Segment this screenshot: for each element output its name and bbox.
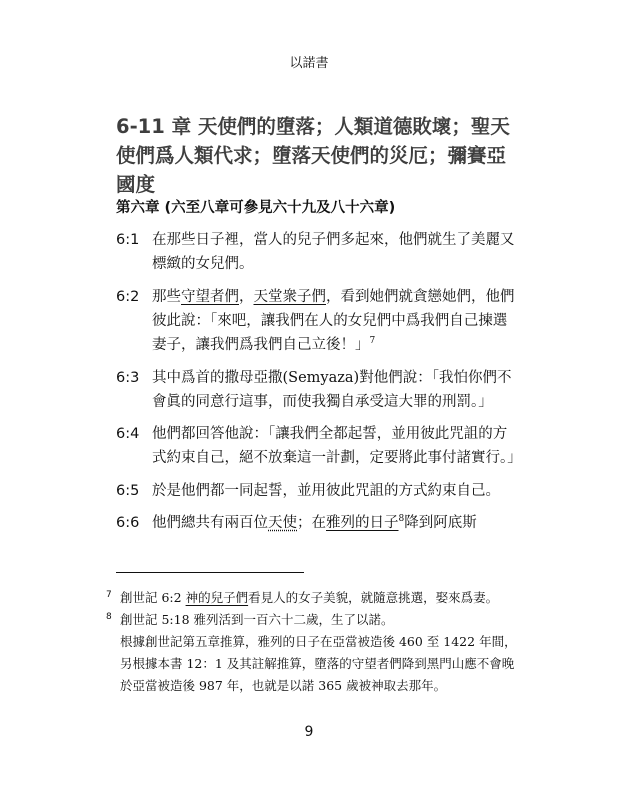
footnote-7: [106, 587, 521, 609]
verse-number: 6:2: [116, 289, 140, 305]
footnote-ref: 7: [369, 336, 376, 346]
footnote-text: 創世記 6:2 神的兒子們看見人的女子美貌，就隨意挑選，娶來爲妻。: [120, 590, 499, 605]
chapter-title: 6-11 章 天使們的墮落；人類道德敗壞；聖天使們爲人類代求；墮落天使們的災厄；彌賽亞國度: [116, 115, 510, 196]
underlined-term: 守望者們: [181, 289, 239, 305]
underlined-term: 天堂衆子們: [253, 289, 326, 305]
footnote-8: [106, 609, 521, 697]
underlined-term: 雅列的日子: [326, 515, 399, 531]
verse-text: 他們總共有兩百位天使；在雅列的日子$^8$降到阿底斯: [152, 514, 477, 531]
footnote-ref: 8: [398, 514, 405, 524]
verse-number: 6:4: [116, 426, 140, 442]
verse-number: 6:6: [116, 515, 140, 531]
underlined-term: 神的兒子們: [185, 590, 249, 605]
verse-6-1: [116, 228, 516, 276]
verse-6-3: [116, 366, 516, 414]
section-heading: 第六章 (六至八章可參見六十九及八十六章): [116, 200, 396, 216]
verse-number: 6:1: [116, 232, 140, 248]
dotted-underlined-term: 天使: [268, 515, 297, 531]
verse-number: 6:3: [116, 370, 140, 386]
footnote-number: 8: [106, 612, 112, 622]
verse-text: 那些守望者們，天堂衆子們，看到她們就貪戀她們，他們彼此說：「來吧，讓我們在人的女兒們中爲我們自己揀選妻子，讓我們爲我們自己立後！」$^7$: [152, 289, 515, 353]
page-number: 9: [304, 724, 314, 740]
verse-text: 於是他們都一同起誓，並用彼此咒詛的方式約束自己。: [152, 483, 500, 499]
verse-text: 他們都回答他說：「讓我們全都起誓，並用彼此咒詛的方式約束自己，絕不放棄這一計劃，定要將此事付諸實行。」: [152, 426, 522, 466]
verse-number: 6:5: [116, 483, 140, 499]
running-header: 以諾書: [289, 56, 329, 71]
verse-6-4: [116, 422, 522, 470]
footnote-number: 7: [106, 590, 112, 600]
verse-6-2: [116, 285, 516, 357]
footnote-commentary: 根據創世記第五章推算，雅列的日子在亞當被造後 460 至 1422 年間，另根據本書 12：1 及其註解推算，墮落的守望者們降到黑門山應不會晚於亞當被造後 987 年，也就是以諾 365 歲被神取去那年。: [120, 634, 517, 693]
footnote-text: 創世記 5:18 雅列活到一百六十二歲，生了以諾。: [120, 612, 394, 627]
verse-text: 其中爲首的撒母亞撒(Semyaza)對他們說：「我怕你們不會眞的同意行這事，而使我獨自承受這大罪的刑罰。」: [152, 370, 512, 410]
footnote-divider: [116, 572, 304, 573]
verse-text: 在那些日子裡，當人的兒子們多起來，他們就生了美麗又標緻的女兒們。: [152, 232, 515, 272]
verse-6-5: [116, 479, 516, 503]
verse-6-6: [116, 511, 516, 535]
